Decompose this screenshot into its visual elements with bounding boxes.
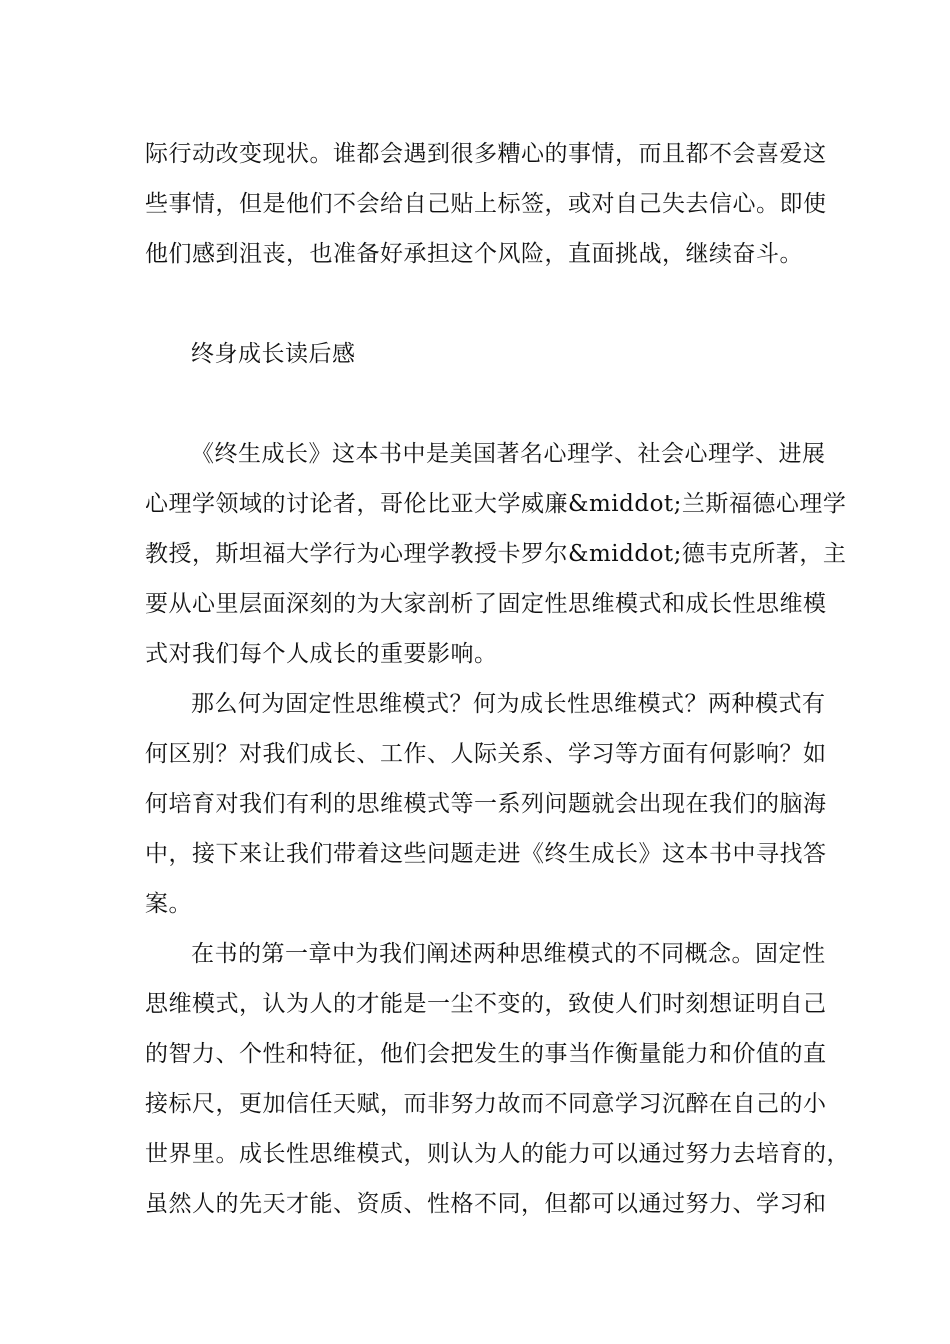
paragraph-line: 些事情，但是他们不会给自己贴上标签，或对自己失去信心。即使 bbox=[145, 191, 827, 217]
paragraph-line: 的智力、个性和特征，他们会把发生的事当作衡量能力和价值的直 bbox=[145, 1041, 827, 1067]
paragraph-line: 接标尺，更加信任天赋，而非努力故而不同意学习沉醉在自己的小 bbox=[145, 1091, 827, 1117]
section-heading: 终身成长读后感 bbox=[191, 341, 356, 367]
paragraph-line: 式对我们每个人成长的重要影响。 bbox=[145, 641, 498, 667]
paragraph-line: 中，接下来让我们带着这些问题走进《终生成长》这本书中寻找答 bbox=[145, 841, 827, 867]
paragraph-line: 在书的第一章中为我们阐述两种思维模式的不同概念。固定性 bbox=[191, 941, 826, 967]
paragraph-line: 他们感到沮丧，也准备好承担这个风险，直面挑战，继续奋斗。 bbox=[145, 241, 803, 267]
paragraph-line: 案。 bbox=[145, 891, 192, 917]
paragraph-line: 世界里。成长性思维模式，则认为人的能力可以通过努力去培育的， bbox=[145, 1141, 850, 1167]
paragraph-line: 《终生成长》这本书中是美国著名心理学、社会心理学、进展 bbox=[191, 441, 826, 467]
paragraph-line: 何培育对我们有利的思维模式等一系列问题就会出现在我们的脑海 bbox=[145, 791, 827, 817]
paragraph-line: 要从心里层面深刻的为大家剖析了固定性思维模式和成长性思维模 bbox=[145, 591, 827, 617]
paragraph-line: 心理学领域的讨论者，哥伦比亚大学威廉&middot;兰斯福德心理学 bbox=[145, 491, 847, 517]
paragraph-line: 何区别？对我们成长、工作、人际关系、学习等方面有何影响？如 bbox=[145, 741, 827, 767]
paragraph-line: 际行动改变现状。谁都会遇到很多糟心的事情，而且都不会喜爱这 bbox=[145, 141, 827, 167]
paragraph-line: 那么何为固定性思维模式？何为成长性思维模式？两种模式有 bbox=[191, 691, 826, 717]
paragraph-line: 虽然人的先天才能、资质、性格不同，但都可以通过努力、学习和 bbox=[145, 1191, 827, 1217]
paragraph-line: 教授，斯坦福大学行为心理学教授卡罗尔&middot;德韦克所著，主 bbox=[145, 541, 847, 567]
paragraph-line: 思维模式，认为人的才能是一尘不变的，致使人们时刻想证明自己 bbox=[145, 991, 827, 1017]
